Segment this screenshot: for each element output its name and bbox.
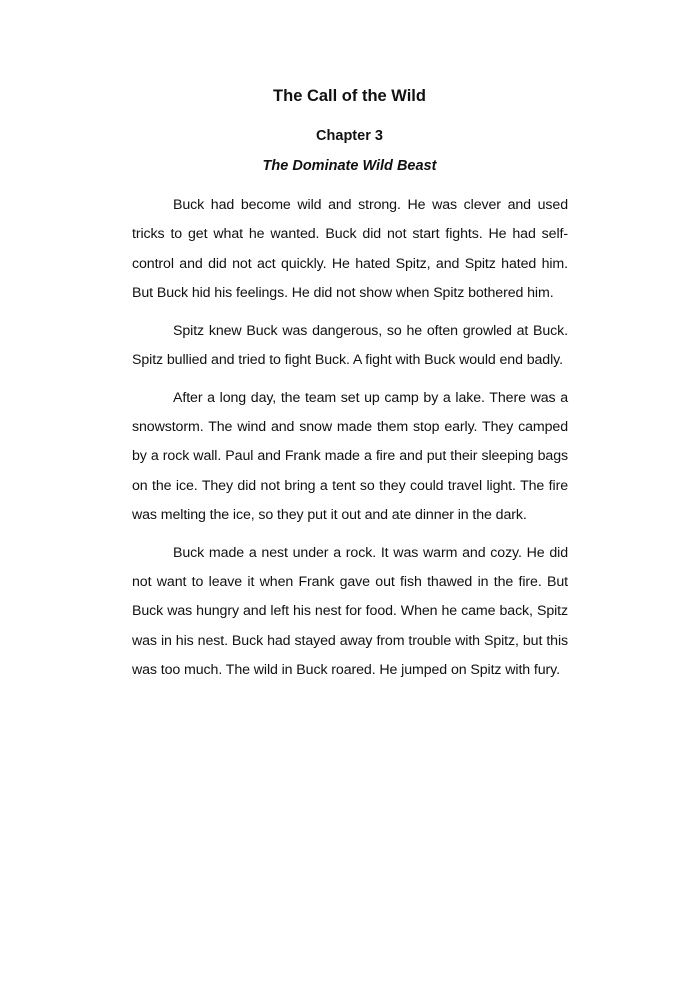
chapter-subtitle: The Dominate Wild Beast bbox=[262, 158, 437, 174]
paragraph-4: Buck made a nest under a rock. It was warm and cozy. He did not want to leave it when Frank gave out fish thawed in the fire. But Buck was hungry and left his nest for food. When he came back, Spitz was in his nest. Buck had stayed away from trouble with Spitz, but this was too much. The wild in Buck roared. He jumped on Spitz with fury. bbox=[132, 544, 568, 678]
body-text bbox=[132, 191, 568, 694]
document-title: The Call of the Wild bbox=[273, 87, 426, 105]
chapter-heading: Chapter 3 bbox=[316, 128, 383, 144]
paragraph-2: Spitz knew Buck was dangerous, so he often growled at Buck. Spitz bullied and tried to fight Buck. A fight with Buck would end badly. bbox=[132, 322, 568, 368]
paragraph-3: After a long day, the team set up camp by a lake. There was a snowstorm. The wind and snow made them stop early. They camped by a rock wall. Paul and Frank made a fire and put their sleeping bags on the ice. They did not bring a tent so they could travel light. The fire was melting the ice, so they put it out and ate dinner in the dark. bbox=[132, 389, 568, 523]
paragraph-1: Buck had become wild and strong. He was clever and used tricks to get what he wanted. Buck did not start fights. He had self-control and did not act quickly. He hated Spitz, and Spitz hated him. But Buck hid his feelings. He did not show when Spitz bothered him. bbox=[132, 197, 568, 301]
